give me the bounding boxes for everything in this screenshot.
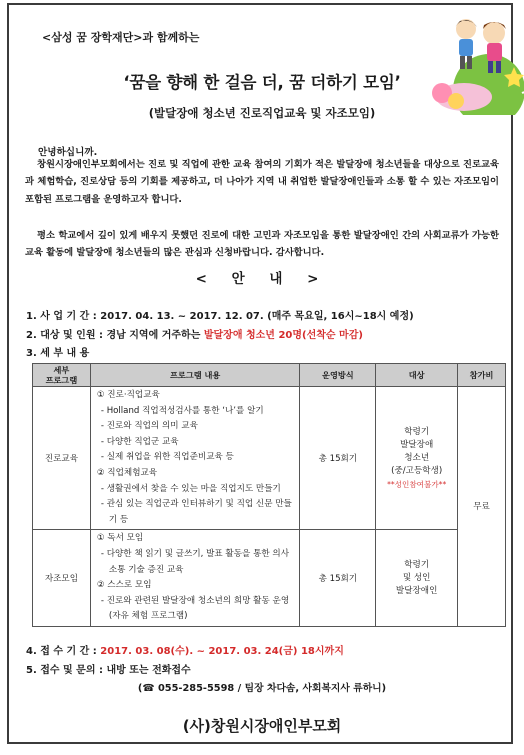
table-row xyxy=(33,387,506,530)
target-participants-value: 발달장애 청소년 20명(선착순 마감) xyxy=(203,330,363,341)
content-line: ② 직업체험교육 xyxy=(96,467,158,478)
program-target xyxy=(376,530,458,627)
project-period-label: 1. 사 업 기 간 : xyxy=(26,311,101,322)
application-period-value: 2017. 03. 08(수). ~ 2017. 03. 24(금) 18시까지 xyxy=(100,646,344,657)
target-participants-label: 2. 대상 및 인원 : 경남 지역에 거주하는 xyxy=(26,330,204,341)
program-content xyxy=(90,387,300,530)
program-content xyxy=(90,530,300,627)
content-line: - 진로와 직업의 의미 교육 xyxy=(100,421,198,432)
content-line: ② 스스로 모임 xyxy=(96,580,152,591)
col-header-target: 대상 xyxy=(376,364,458,387)
intro-paragraph-1: 창원시장애인부모회에서는 진로 및 직업에 관한 교육 참여의 기회가 적은 발달장애 청소년들을 대상으로 진로교육과 체험학습, 진로상담 등의 기회를 제공하고, 더 나아가 지역 내 취업한 발달장애인들과 소통 할 수 있는 자조모임이 포함된 프로그램을 운영하고자 합니다. xyxy=(25,159,499,205)
greeting: 안녕하십니까. xyxy=(38,147,98,158)
target-line: 학령기 xyxy=(404,559,430,570)
content-line: - 관심 있는 직업군과 인터뷰하기 및 직업 신문 만들기 등 xyxy=(100,499,292,525)
target-participants xyxy=(26,326,363,341)
content-line: - 다양한 직업군 교육 xyxy=(100,436,179,447)
application-period-label: 4. 접 수 기 간 : xyxy=(26,646,101,657)
col-header-content: 프로그램 내용 xyxy=(90,364,300,387)
page-title: ‘꿈을 향해 한 걸음 더, 꿈 더하기 모임’ xyxy=(123,73,401,92)
flyer-sheet xyxy=(7,3,513,744)
application-period xyxy=(26,642,344,657)
target-note: **성인참여불가** xyxy=(387,479,447,489)
host-organization-line: <삼성 꿈 장학재단>과 함께하는 xyxy=(42,31,200,44)
content-line: ① 진로·직업교육 xyxy=(96,390,160,400)
project-period-value: 2017. 04. 13. ~ 2017. 12. 07. (매주 목요일, 16시~18시 예정) xyxy=(100,311,414,322)
col-header-program: 세부 프로그램 xyxy=(33,364,91,387)
program-fee: 무료 xyxy=(458,387,506,627)
children-globe-illustration xyxy=(394,5,524,115)
target-line: 학령기 xyxy=(404,426,430,437)
content-line: - 생활권에서 찾을 수 있는 마을 직업지도 만들기 xyxy=(100,483,281,494)
table-header-row xyxy=(33,364,506,387)
target-line: 발달장애인 xyxy=(395,585,438,596)
target-line: 발달장애 xyxy=(400,439,434,450)
contact-info: (☎ 055-285-5598 / 팀장 차다솜, 사회복지사 류하니) xyxy=(137,683,387,694)
content-line: - Holland 직업적성검사를 통한 ‘나’를 알기 xyxy=(100,405,264,416)
inquiry-line: 5. 접수 및 문의 : 내방 또는 전화접수 xyxy=(26,665,191,676)
organization-name: (사)창원시장애인부모회 xyxy=(182,717,342,735)
program-method: 총 15회기 xyxy=(300,530,376,627)
program-target xyxy=(376,387,458,530)
target-line: 청소년 xyxy=(404,452,430,463)
page-subtitle: (발달장애 청소년 진로직업교육 및 자조모임) xyxy=(148,106,376,120)
target-line: 및 성인 xyxy=(402,572,431,583)
program-table xyxy=(32,363,506,627)
target-line: (중/고등학생) xyxy=(391,465,443,476)
col-header-fee: 참가비 xyxy=(458,364,506,387)
program-name: 진로교육 xyxy=(33,387,91,530)
program-method: 총 15회기 xyxy=(300,387,376,530)
col-header-method: 운영방식 xyxy=(300,364,376,387)
content-line: - 실제 취업을 위한 직업준비교육 등 xyxy=(100,452,234,463)
program-name: 자조모임 xyxy=(33,530,91,627)
intro-paragraph-2: 평소 학교에서 깊이 있게 배우지 못했던 진로에 대한 고민과 자조모임을 통한 발달장애인 간의 사회교류가 가능한 교육 활동에 발달장애 청소년들의 많은 관심과 신청바랍니다. 감사합니다. xyxy=(25,230,499,259)
content-line: - 다양한 책 읽기 및 글쓰기, 발표 활동을 통한 의사소통 기술 증진 교육 xyxy=(100,548,290,575)
table-row xyxy=(33,530,506,627)
guide-heading: < 안 내 > xyxy=(195,271,329,287)
content-line: - 진로와 관련된 발달장애 청소년의 희망 활동 운영(자유 체험 프로그램) xyxy=(100,595,290,622)
details-heading: 3. 세 부 내 용 xyxy=(26,348,90,359)
content-line: ① 독서 모임 xyxy=(96,533,144,544)
project-period xyxy=(26,307,414,322)
